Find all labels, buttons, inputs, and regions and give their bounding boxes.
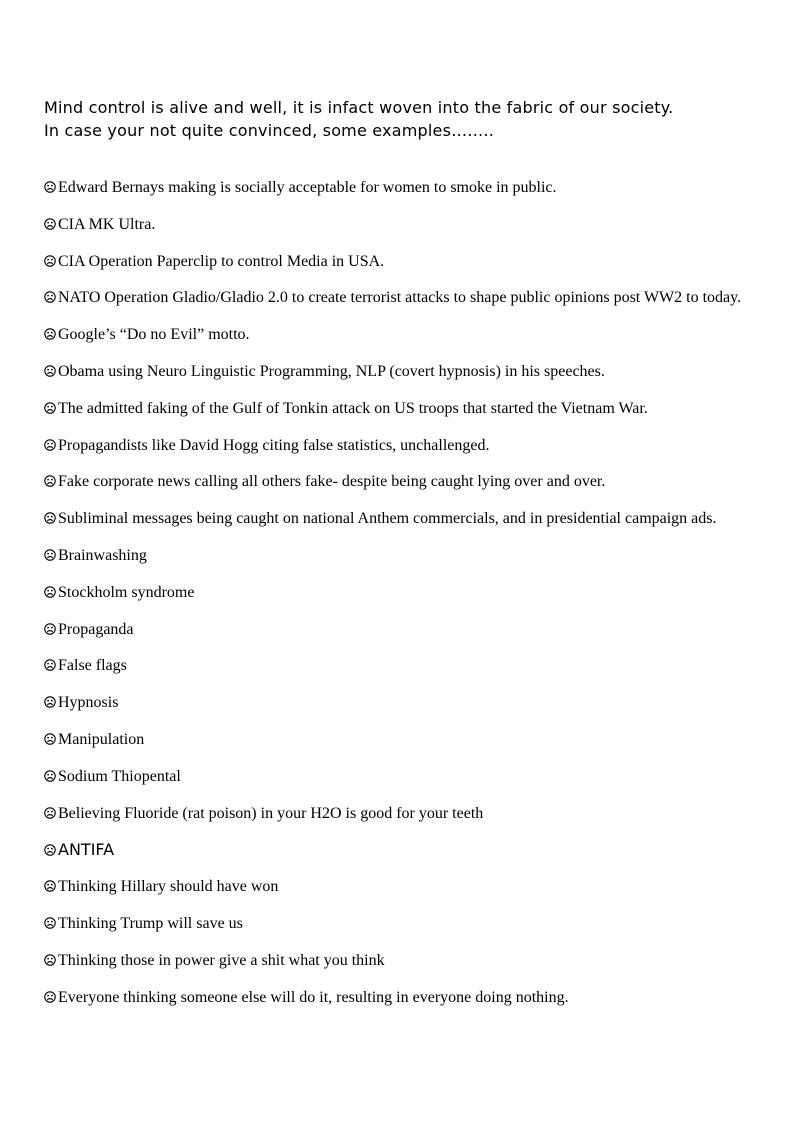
frowning-face-icon bbox=[44, 328, 56, 340]
frowning-face-icon bbox=[44, 365, 56, 377]
list-item: Obama using Neuro Linguistic Programming, NLP (covert hypnosis) in his speeches. bbox=[44, 360, 764, 397]
frowning-face-icon bbox=[44, 549, 56, 561]
frowning-face-icon bbox=[44, 402, 56, 414]
list-item: Google’s “Do no Evil” motto. bbox=[44, 323, 764, 360]
list-item: CIA MK Ultra. bbox=[44, 213, 764, 250]
list-item: ANTIFA bbox=[44, 838, 764, 875]
list-item: The admitted faking of the Gulf of Tonkin attack on US troops that started the Vietnam War. bbox=[44, 397, 764, 434]
list-item: Stockholm syndrome bbox=[44, 581, 764, 618]
intro-line-1: Mind control is alive and well, it is infact woven into the fabric of our society. bbox=[44, 98, 674, 117]
list-item: Believing Fluoride (rat poison) in your H2O is good for your teeth bbox=[44, 802, 764, 839]
list-item: Brainwashing bbox=[44, 544, 764, 581]
frowning-face-icon bbox=[44, 512, 56, 524]
frowning-face-icon bbox=[44, 807, 56, 819]
list-item: NATO Operation Gladio/Gladio 2.0 to create terrorist attacks to shape public opinions post WW2 to today. bbox=[44, 286, 764, 323]
frowning-face-icon bbox=[44, 770, 56, 782]
frowning-face-icon bbox=[44, 844, 56, 856]
intro-line-2: In case your not quite convinced, some examples…….. bbox=[44, 121, 495, 140]
frowning-face-icon bbox=[44, 439, 56, 451]
list-item: Hypnosis bbox=[44, 691, 764, 728]
frowning-face-icon bbox=[44, 586, 56, 598]
frowning-face-icon bbox=[44, 733, 56, 745]
frowning-face-icon bbox=[44, 954, 56, 966]
list-item: Manipulation bbox=[44, 728, 764, 765]
frowning-face-icon bbox=[44, 181, 56, 193]
list-item: Thinking Trump will save us bbox=[44, 912, 764, 949]
list-item: Subliminal messages being caught on national Anthem commercials, and in presidential campaign ads. bbox=[44, 507, 764, 544]
list-item: False flags bbox=[44, 654, 764, 691]
list-item: Edward Bernays making is socially acceptable for women to smoke in public. bbox=[44, 176, 764, 213]
list-item: Propagandists like David Hogg citing false statistics, unchallenged. bbox=[44, 434, 764, 471]
frowning-face-icon bbox=[44, 291, 56, 303]
list-item: CIA Operation Paperclip to control Media in USA. bbox=[44, 250, 764, 287]
frowning-face-icon bbox=[44, 880, 56, 892]
list-item: Propaganda bbox=[44, 618, 764, 655]
frowning-face-icon bbox=[44, 255, 56, 267]
intro-paragraph bbox=[44, 96, 764, 142]
list-item: Thinking those in power give a shit what you think bbox=[44, 949, 764, 986]
list-item: Fake corporate news calling all others fake- despite being caught lying over and over. bbox=[44, 470, 764, 507]
frowning-face-icon bbox=[44, 696, 56, 708]
list-item: Sodium Thiopental bbox=[44, 765, 764, 802]
frowning-face-icon bbox=[44, 917, 56, 929]
list-item: Everyone thinking someone else will do it, resulting in everyone doing nothing. bbox=[44, 986, 764, 1023]
frowning-face-icon bbox=[44, 623, 56, 635]
frowning-face-icon bbox=[44, 659, 56, 671]
frowning-face-icon bbox=[44, 218, 56, 230]
frowning-face-icon bbox=[44, 475, 56, 487]
list-item: Thinking Hillary should have won bbox=[44, 875, 764, 912]
frowning-face-icon bbox=[44, 991, 56, 1003]
examples-list bbox=[44, 176, 764, 1022]
